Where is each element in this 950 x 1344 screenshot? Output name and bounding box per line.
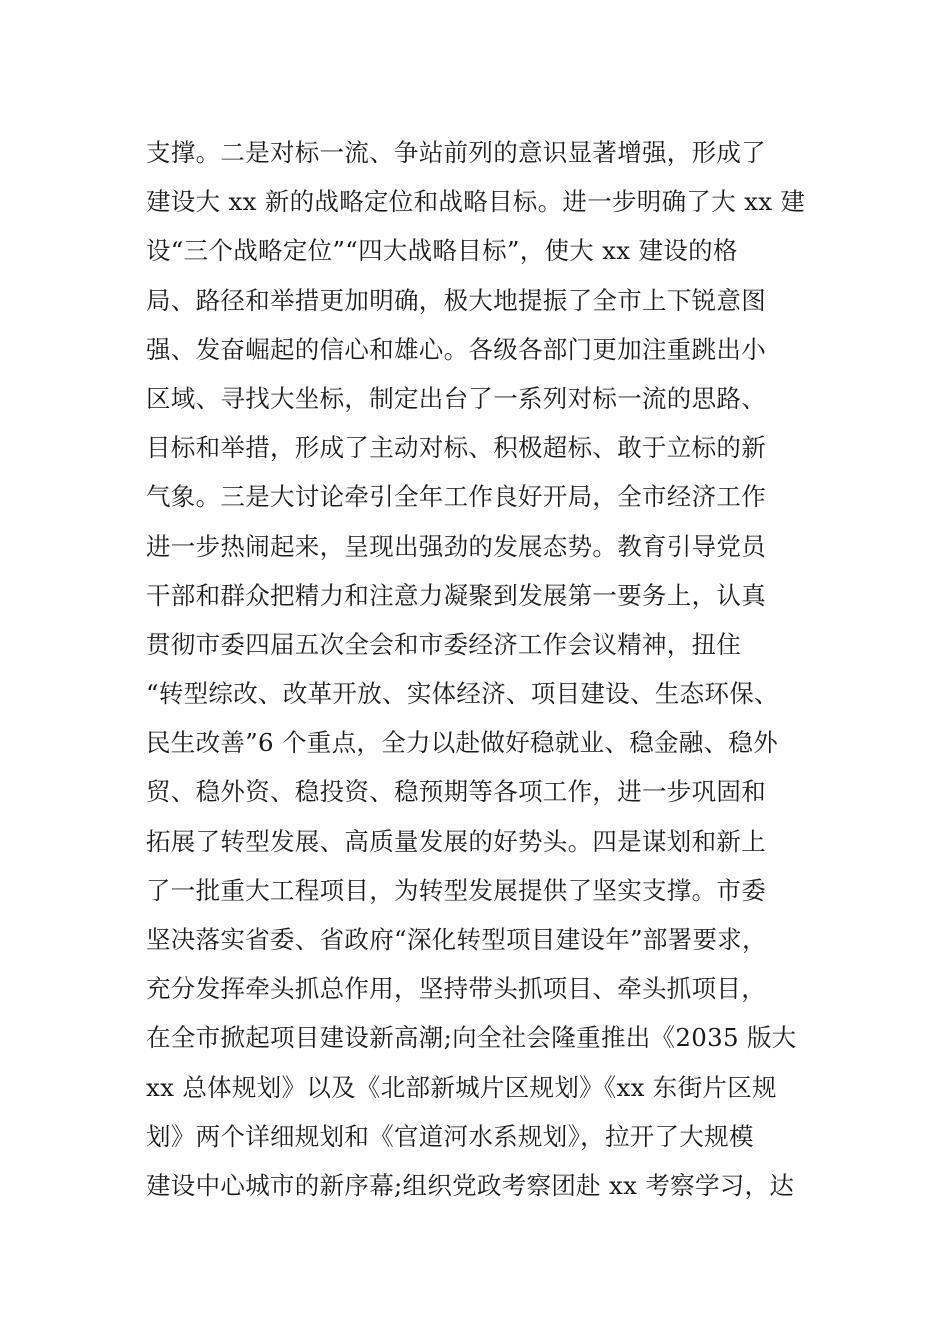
text-line: 坚决落实省委、省政府“深化转型项目建设年”部署要求， [146,925,767,954]
text-line: 了一批重大工程项目，为转型发展提供了坚实支撑。市委 [146,875,766,905]
text-line: 气象。三是大讨论牵引全年工作良好开局，全市经济工作 [146,482,766,512]
text-line: 充分发挥牵头抓总作用，坚持带头抓项目、牵头抓项目， [146,974,766,1004]
text-line: 进一步热闹起来，呈现出强劲的发展态势。教育引导党员 [146,531,766,561]
text-line: 建设大 xx 新的战略定位和战略目标。进一步明确了大 xx 建 [146,187,806,217]
text-line: 民生改善”6 个重点，全力以赴做好稳就业、稳金融、稳外 [146,728,778,758]
text-line: 支撑。二是对标一流、争站前列的意识显著增强，形成了 [146,138,766,167]
text-line: 区域、寻找大坐标，制定出台了一系列对标一流的思路、 [146,383,766,413]
text-line: 贯彻市委四届五次全会和市委经济工作会议精神，扭住 [146,629,742,659]
text-line: 在全市掀起项目建设新高潮;向全社会隆重推出《2035 版大 [146,1023,797,1053]
text-line: xx 总体规划》以及《北部新城片区规划》《xx 东街片区规 [146,1072,777,1102]
text-line: 干部和群众把精力和注意力凝聚到发展第一要务上，认真 [146,580,766,610]
text-line: 局、路径和举措更加明确，极大地提振了全市上下锐意图 [146,285,766,315]
text-line: 拓展了转型发展、高质量发展的好势头。四是谋划和新上 [146,826,766,856]
text-line: 强、发奋崛起的信心和雄心。各级各部门更加注重跳出小 [146,334,766,364]
text-line: 贸、稳外资、稳投资、稳预期等各项工作，进一步巩固和 [146,777,766,807]
text-line: 设“三个战略定位”“四大战略目标”，使大 xx 建设的格 [146,236,738,266]
text-line: 建设中心城市的新序幕;组织党政考察团赴 xx 考察学习，达 [146,1170,795,1200]
text-line: “转型综改、改革开放、实体经济、项目建设、生态环保、 [146,679,779,709]
text-line: 划》两个详细规划和《官道河水系规划》，拉开了大规模 [146,1121,754,1151]
body-text [146,128,814,1210]
text-line: 目标和举措，形成了主动对标、积极超标、敢于立标的新 [146,433,766,463]
